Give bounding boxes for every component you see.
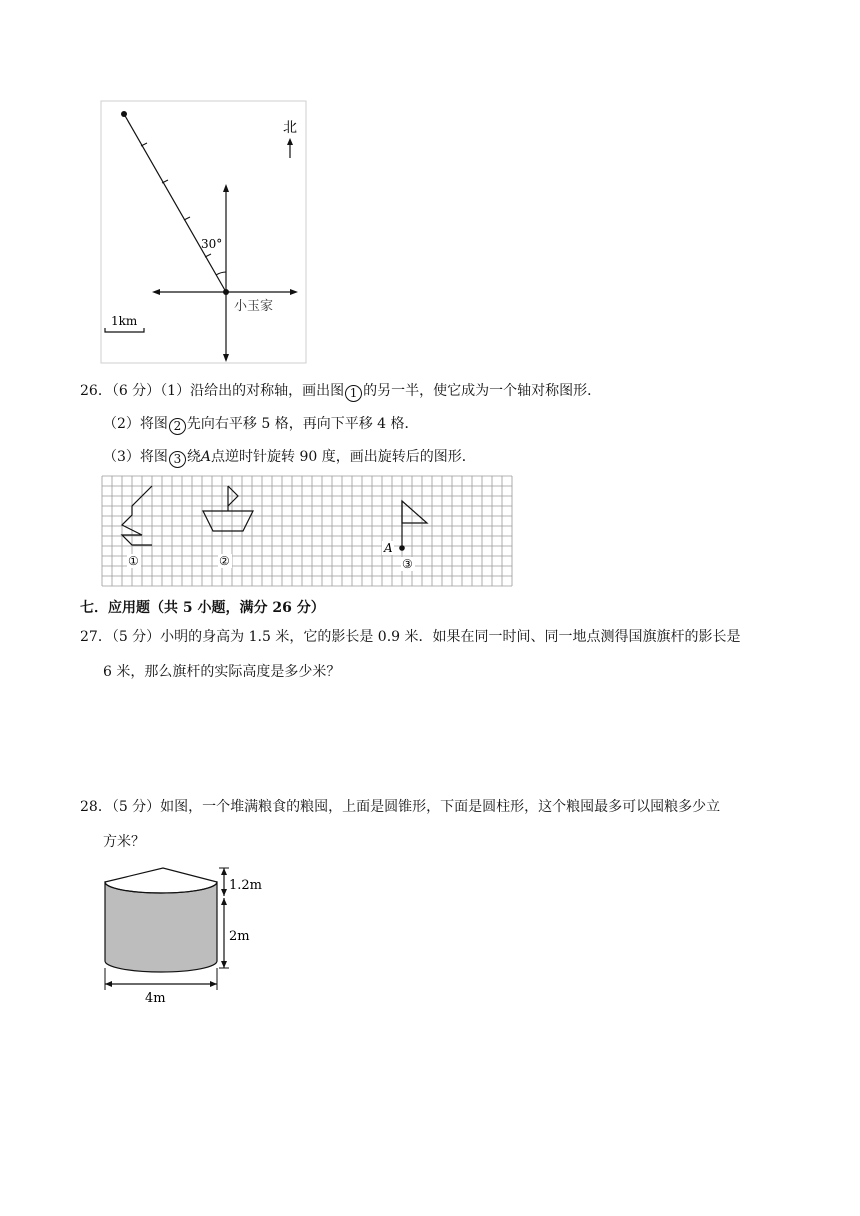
q26-point-a: A [200,449,212,465]
cone-height-arrow-top [221,868,227,875]
cylinder-body [105,882,217,972]
q26-part3-mid: 绕 [186,449,201,465]
q26-part1-text: （1）沿给出的对称轴，画出图 [160,383,345,399]
cylinder-height-arrow-bottom [221,961,227,968]
diameter-arrow-left [105,981,112,987]
q26-line2 [103,414,419,435]
transformation-grid [100,473,516,587]
q26-part3-end: 点逆时针旋转 90 度，画出旋转后的图形． [211,449,476,465]
diameter-arrow-right [210,981,217,987]
section-7-title: 七．应用题（共 5 小题，满分 26 分） [80,600,325,616]
scale-label: 1km [111,314,138,328]
north-axis-arrow [223,184,229,192]
target-point [121,111,127,117]
figure-2-hull [203,511,253,531]
home-point [223,289,229,295]
figure-1-marker: 1 [345,385,362,402]
figure-3-marker: 3 [169,451,186,468]
direction-map-figure [100,100,310,370]
granary-figure [100,864,270,1006]
cone-height-label: 1.2m [229,878,263,893]
q28-text-1: （5 分）如图，一个堆满粮食的粮囤，上面是圆锥形，下面是圆柱形，这个粮囤最多可以囤粮多少立 [111,799,721,815]
q26-part1-end: 的另一半，使它成为一个轴对称图形． [363,383,602,399]
figure-2-marker: 2 [169,418,186,435]
q28-line2: 方米？ [103,834,145,850]
scale-bar [105,328,144,332]
q26-part3-text: （3）将图 [103,449,168,465]
q26-score: （6 分） [111,383,161,399]
direction-ray [124,114,226,292]
q27-line1 [80,627,741,647]
grid-label-2: ② [219,554,230,568]
point-a [399,545,405,551]
angle-label: 30° [201,237,223,251]
q26-part2-text: （2）将图 [103,416,168,432]
angle-arc [216,272,226,275]
q27-number: 27． [80,629,112,645]
q26-number: 26． [80,383,112,399]
diameter-label: 4m [145,991,166,1006]
q28-number: 28． [80,799,112,815]
cone-height-arrow-bottom [221,889,227,896]
q27-text-1: （5 分）小明的身高为 1.5 米，它的影长是 0.9 米．如果在同一时间、同一地点测得国旗旗杆的影长是 [111,629,741,645]
home-label: 小玉家 [234,299,274,314]
grid-lines [102,476,512,586]
grid-label-1: ① [128,554,139,568]
q26-part2-end: 先向右平移 5 格，再向下平移 4 格． [186,416,419,432]
east-arrow [290,289,298,295]
point-a-label: A [384,541,393,555]
q28-line1 [80,797,720,817]
figure-3-flag [402,501,427,523]
grid-label-3: ③ [402,557,413,571]
q26-line3 [103,447,476,468]
west-arrow [152,289,160,295]
q27-line2: 6 米，那么旗杆的实际高度是多少米？ [103,664,341,680]
cylinder-height-label: 2m [229,929,250,944]
north-label: 北 [283,120,297,136]
south-axis-arrow [223,354,229,362]
north-indicator-arrow [287,138,293,145]
q26-line1 [80,381,601,402]
cylinder-height-arrow-top [221,898,227,905]
